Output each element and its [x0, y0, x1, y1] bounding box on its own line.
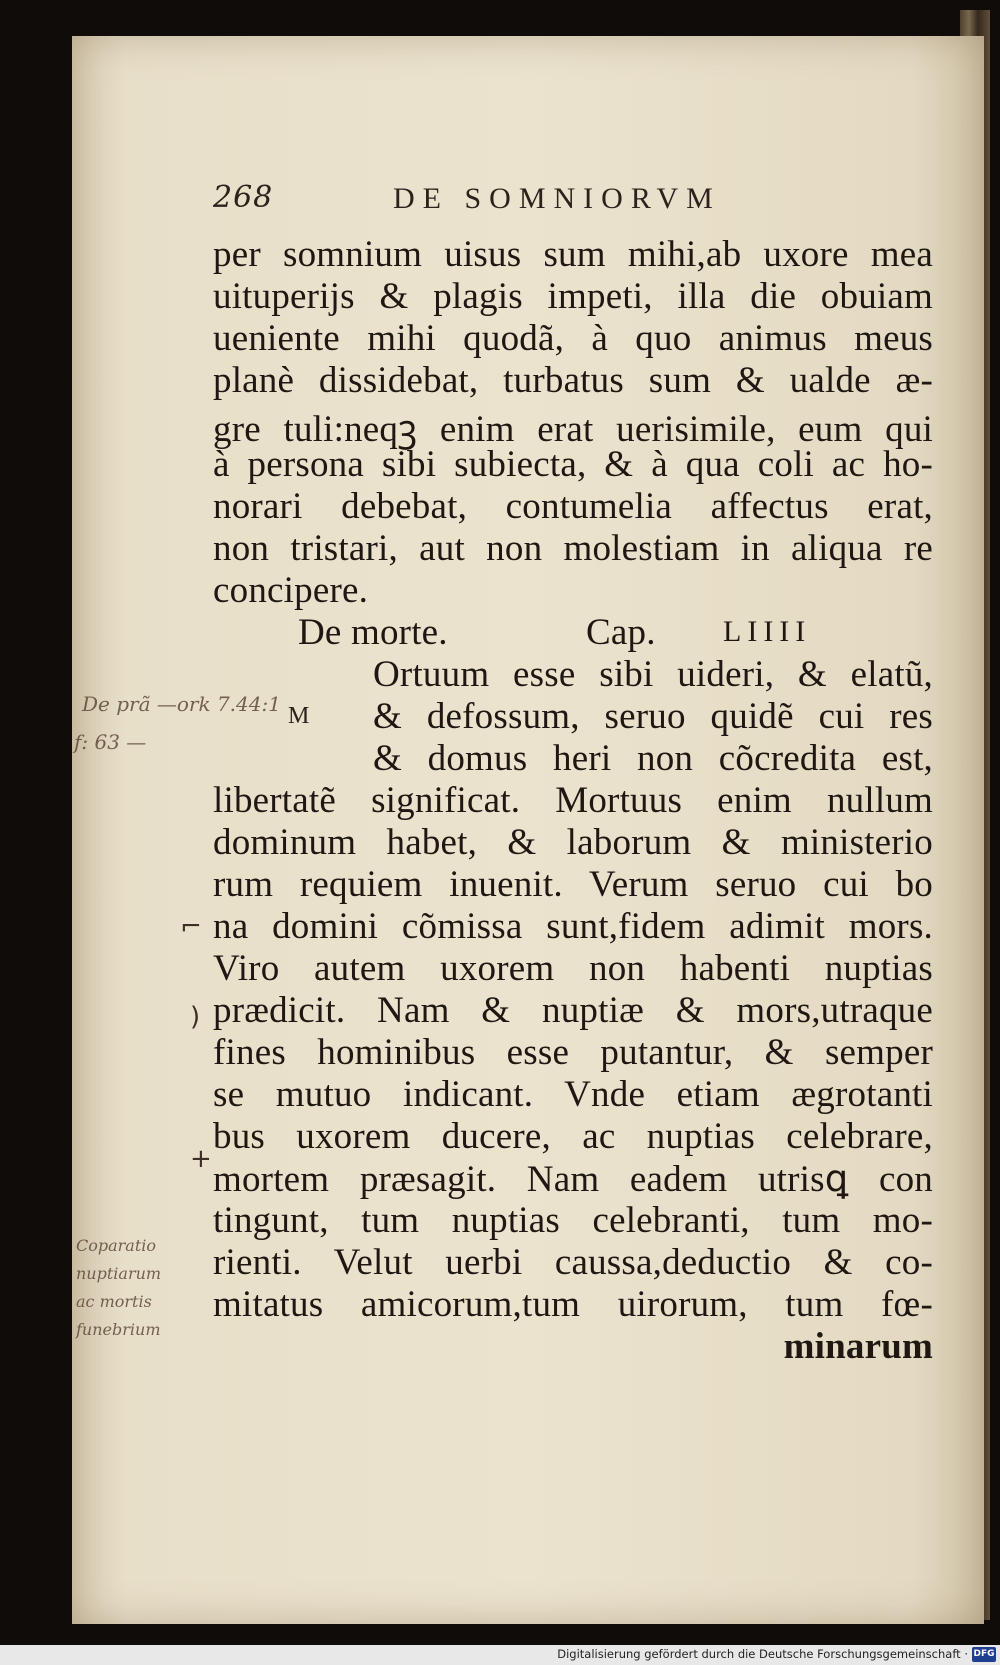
- text-line: tingunt, tum nuptias celebranti, tum mo-: [213, 1200, 933, 1241]
- text-line: concipere.: [213, 570, 369, 611]
- chapter-title: De morte.: [298, 612, 448, 653]
- margin-note: nuptiarum: [76, 1264, 162, 1283]
- text-line: mitatus amicorum,tum uirorum, tum fœ-: [213, 1284, 933, 1325]
- text-line: fines hominibus esse putantur, & semper: [213, 1032, 933, 1073]
- funding-credit: Digitalisierung gefördert durch die Deutsche Forschungsgemeinschaft ·: [557, 1647, 968, 1661]
- text-line: bus uxorem ducere, ac nuptias celebrare,: [213, 1116, 933, 1157]
- margin-note: ac mortis: [76, 1292, 152, 1311]
- text-line: per somnium uisus sum mihi,ab uxore mea: [213, 234, 933, 275]
- running-head: [213, 180, 803, 224]
- running-head-title: DE SOMNIORVM: [393, 182, 721, 215]
- text-line: se mutuo indicant. Vnde etiam ægrotanti: [213, 1074, 933, 1115]
- text-line: rienti. Velut uerbi caussa,deductio & co-: [213, 1242, 933, 1283]
- text-line: & domus heri non cõcredita est,: [373, 738, 933, 779]
- text-line: norari debebat, contumelia affectus erat,: [213, 486, 933, 527]
- text-line: non tristari, aut non molestiam in aliqua re: [213, 528, 933, 569]
- margin-note: f: 63 —: [74, 730, 147, 754]
- margin-note: Coparatio: [76, 1236, 157, 1255]
- margin-cross-icon: +: [190, 1144, 212, 1174]
- catchword: minarum: [783, 1326, 933, 1367]
- drop-cap: M: [288, 703, 310, 729]
- margin-mark-icon: ⌐: [180, 912, 202, 942]
- text-line: rum requiem inuenit. Verum seruo cui bo: [213, 864, 933, 905]
- margin-note: De prã —ork 7.44:1: [82, 692, 281, 716]
- text-line: & defossum, seruo quidẽ cui res: [373, 696, 933, 737]
- text-line: Viro autem uxorem non habenti nuptias: [213, 948, 933, 989]
- text-line: ueniente mihi quodã, à quo animus meus: [213, 318, 933, 359]
- text-line: dominum habet, & laborum & ministerio: [213, 822, 933, 863]
- text-line: gre tuli:neqꝫ enim erat uerisimile, eum qui: [213, 409, 933, 450]
- page-number: 268: [213, 180, 274, 215]
- text-line: Ortuum esse sibi uideri, & elatũ,: [373, 654, 933, 695]
- margin-bracket-icon: ): [190, 1002, 201, 1032]
- chapter-cap-label: Cap.: [586, 612, 656, 653]
- chapter-number: LIIII: [723, 615, 812, 648]
- text-line: uituperijs & plagis impeti, illa die obuiam: [213, 276, 933, 317]
- text-line: mortem præsagit. Nam eadem utrisꝗ con: [213, 1159, 933, 1200]
- footer-bar: [0, 1645, 1000, 1665]
- text-line: libertatẽ significat. Mortuus enim nullum: [213, 780, 933, 821]
- text-line: planè dissidebat, turbatus sum & ualde æ-: [213, 360, 933, 401]
- text-line: prædicit. Nam & nuptiæ & mors,utraque: [213, 990, 933, 1031]
- text-line: na domini cõmissa sunt,fidem adimit mors.: [213, 906, 933, 947]
- margin-note: funebrium: [76, 1320, 161, 1339]
- dfg-logo: DFG: [972, 1647, 996, 1662]
- text-line: à persona sibi subiecta, & à qua coli ac ho-: [213, 444, 933, 485]
